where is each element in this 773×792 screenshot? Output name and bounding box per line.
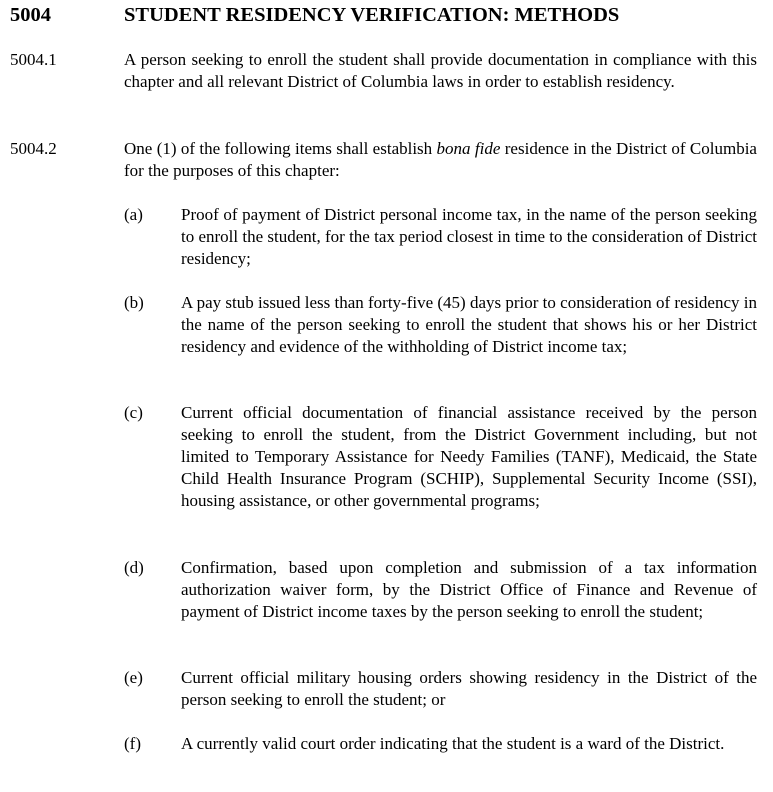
subsection-text: A person seeking to enroll the student shall provide documentation in compliance with this chapter and all relevant District of Columbia laws in order to establish residency.: [124, 50, 757, 91]
subsection-text-part: residence in the District of Columbia for the purposes of this chapter:: [124, 139, 757, 180]
list-item-b: [124, 292, 757, 358]
subsection-text-italic: bona fide: [436, 139, 501, 158]
subsection-5004-2: [10, 138, 757, 182]
list-item-label: (f): [124, 734, 141, 753]
list-item-label: (a): [124, 205, 143, 224]
list-item-a: [124, 204, 757, 270]
list-item-text: A currently valid court order indicating that the student is a ward of the District.: [181, 734, 725, 753]
list-item-label: (b): [124, 293, 144, 312]
section-title: STUDENT RESIDENCY VERIFICATION: METHODS: [124, 4, 620, 26]
section-number: 5004: [10, 4, 51, 26]
subsection-number: 5004.1: [10, 50, 57, 69]
list-item-label: (c): [124, 403, 143, 422]
list-item-text: Proof of payment of District personal income tax, in the name of the person seeking to enroll the student, for the tax period closest in time to the consideration of District residency;: [181, 205, 757, 268]
list-item-d: [124, 557, 757, 623]
list-item-text: Confirmation, based upon completion and submission of a tax information authorization waiver form, by the District Office of Finance and Revenue of payment of District income taxes by the person seeking to enroll the student;: [181, 558, 757, 621]
subsection-text-part: One (1) of the following items shall establish: [124, 139, 437, 158]
subsection-5004-1: [10, 49, 757, 93]
list-item-e: [124, 667, 757, 711]
list-item-label: (e): [124, 668, 143, 687]
list-item-text: Current official documentation of financial assistance received by the person seeking to enroll the student, from the District Government including, but not limited to Temporary Assistance for Needy Families (TANF), Medicaid, the State Child Health Insurance Program (SCHIP), Supplemental Security Income (SSI), housing assistance, or other governmental programs;: [181, 403, 757, 510]
list-item-text: A pay stub issued less than forty-five (45) days prior to consideration of residency in the name of the person seeking to enroll the student that shows his or her District residency and evidence of the withholding of District income tax;: [181, 293, 757, 356]
list-item-label: (d): [124, 558, 144, 577]
list-item-c: [124, 402, 757, 512]
subsection-number: 5004.2: [10, 139, 57, 158]
list-item-f: [124, 733, 757, 755]
list-item-text: Current official military housing orders showing residency in the District of the person seeking to enroll the student; or: [181, 668, 757, 709]
subsection-text: [124, 138, 757, 182]
